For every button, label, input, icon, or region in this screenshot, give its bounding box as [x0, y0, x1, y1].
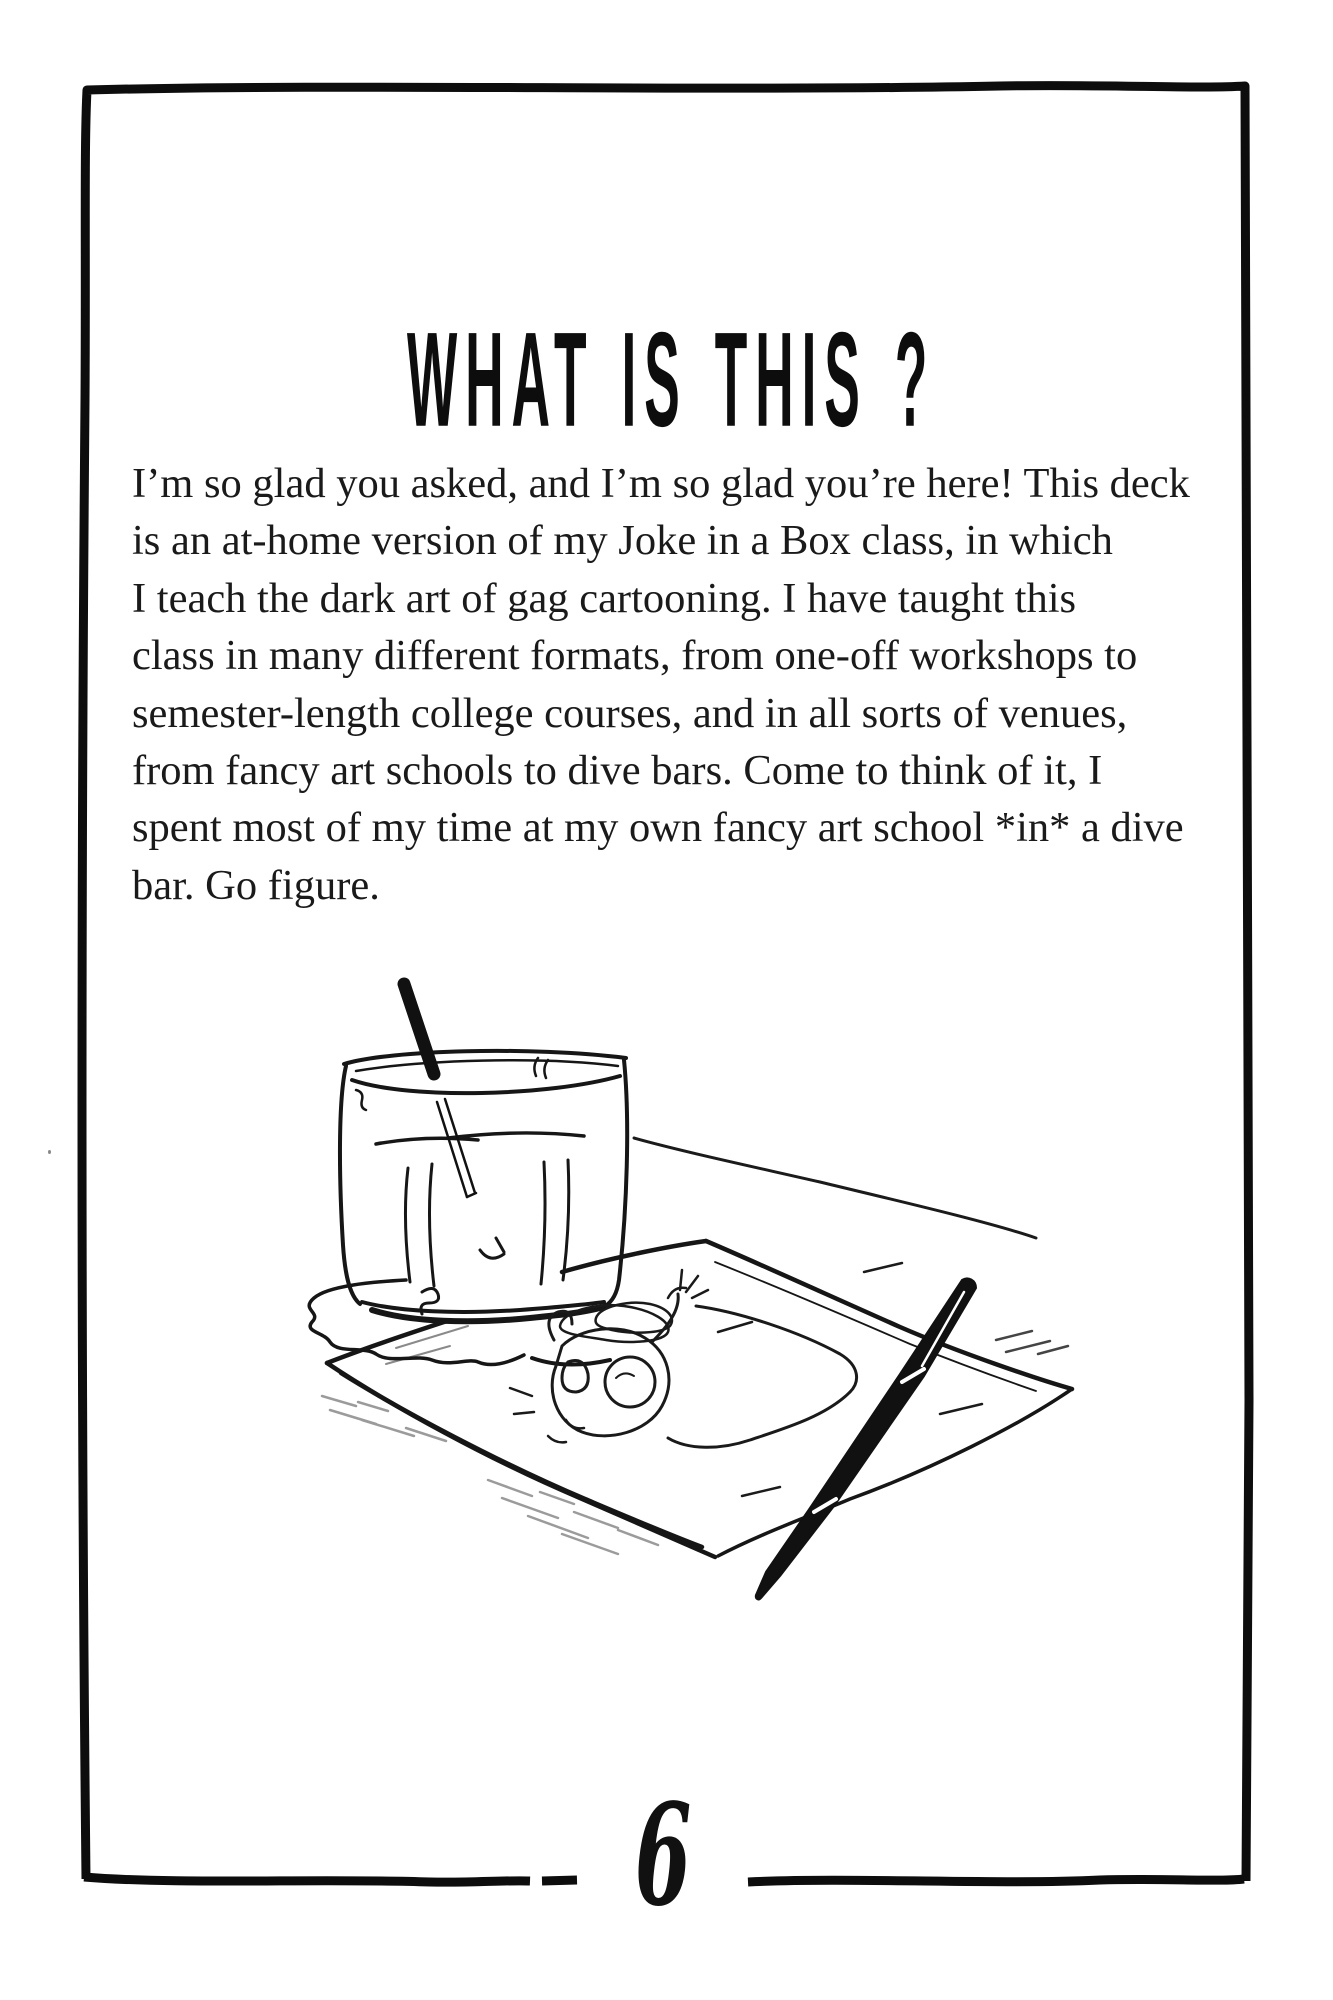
face-doodle-drawing	[510, 1270, 857, 1447]
body-line: I’m so glad you asked, and I’m so glad you’re here! This deck	[132, 460, 1190, 507]
body-line: class in many different formats, from one-off workshops to	[132, 632, 1138, 680]
border-bottom-left-dash	[542, 1880, 577, 1881]
body-line: spent most of my time at my own fancy art school *in* a dive	[132, 804, 1184, 852]
body-text	[132, 455, 1242, 914]
napkin-sketch-illustration	[210, 950, 1120, 1610]
body-line: bar. Go figure.	[132, 861, 380, 909]
body-line: from fancy art schools to dive bars. Come to think of it, I	[132, 747, 1103, 795]
body-line: is an at-home version of my Joke in a Box class, in which	[132, 517, 1113, 565]
page-number: 6	[634, 1774, 692, 1938]
page-title: WHAT IS THIS ?	[406, 303, 936, 455]
body-line: semester-length college courses, and in all sorts of venues,	[132, 689, 1128, 737]
border-bottom-left-segment	[84, 1877, 530, 1882]
pen-drawing	[756, 1278, 976, 1599]
border-bottom-right-segment	[748, 1879, 1244, 1882]
stray-ink-dot	[48, 1150, 51, 1154]
table-edge-line	[634, 1138, 1036, 1238]
body-line: I teach the dark art of gag cartooning. I have taught this	[132, 574, 1077, 622]
